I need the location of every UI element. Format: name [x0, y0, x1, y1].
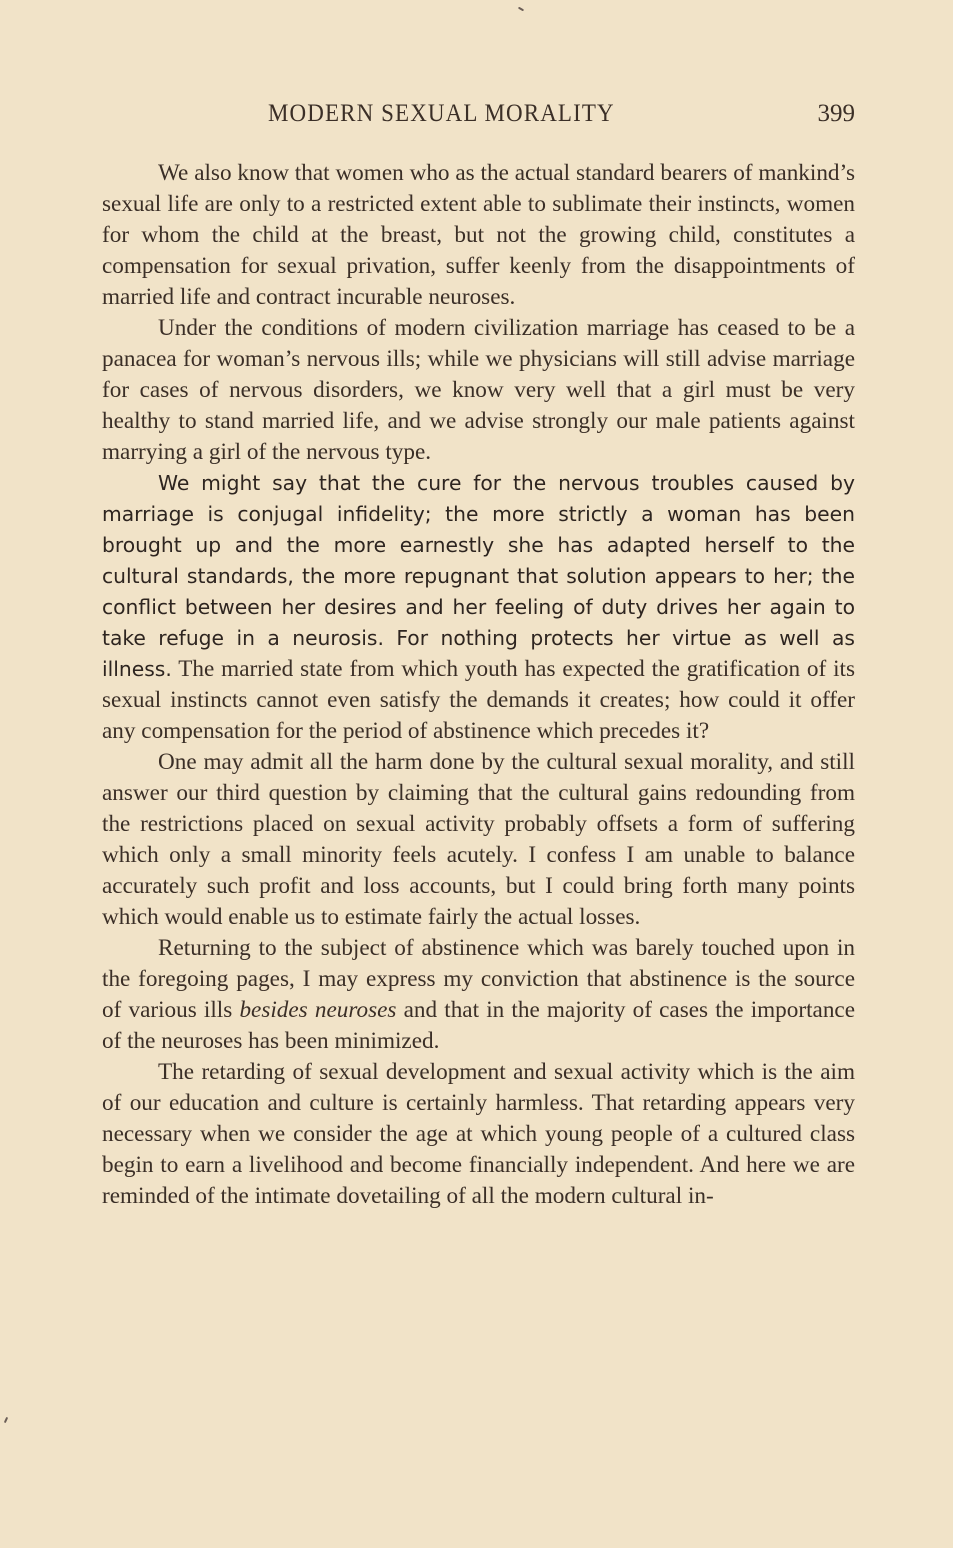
text-run: Returning to the subject of abstinence which was barely touched upon in the foregoing pages, I may express my conviction that abstinence is the source of various ills: [102, 935, 855, 1023]
serif-text: The married state from which youth has expected the gratification of its sexual instincts cannot even satisfy the demands it creates; how could it offer any compensation for the period of abstinence which precedes it?: [102, 656, 855, 744]
paragraph: We also know that women who as the actual standard bearers of mankind’s sexual life are only to a restricted extent able to sublimate their instincts, women for whom the child at the breast, but not the growing child, constitutes a compensation for sexual privation, suffer keenly from the disappointments of married life and contract incurable neuroses.: [102, 160, 855, 310]
paragraph-mixed-type: [102, 468, 855, 747]
paragraph-with-emphasis: [102, 933, 855, 1057]
running-title: MODERN SEXUAL MORALITY: [268, 100, 615, 127]
running-head: [102, 100, 855, 132]
scan-speck: [4, 1417, 8, 1423]
paragraph: Under the conditions of modern civilization marriage has ceased to be a panacea for woman’s nervous ills; while we physicians will still advise marriage for cases of nervous disorders, we know very well that a girl must be very healthy to stand married life, and we advise strongly our male patients against marrying a girl of the nervous type.: [102, 315, 855, 465]
body-text: [102, 158, 855, 1212]
scan-speck: [518, 7, 524, 12]
page-number: 399: [817, 100, 855, 127]
paragraph: One may admit all the harm done by the cultural sexual morality, and still answer our third question by claiming that the cultural gains redounding from the restrictions placed on sexual activity probably offsets a form of suffering which only a small minority feels acutely. I confess I am unable to balance accurately such profit and loss accounts, but I could bring forth many points which would enable us to estimate fairly the actual losses.: [102, 749, 855, 930]
italic-emphasis: besides neuroses: [239, 997, 397, 1023]
paragraph: The retarding of sexual development and sexual activity which is the aim of our education and culture is certainly harmless. That retarding appears very necessary when we consider the age at which young people of a cultured class begin to earn a livelihood and become financially independent. And here we are reminded of the intimate dovetailing of all the modern cultural in-: [102, 1059, 855, 1209]
text-run: and that in the majority of cases the importance of the neuroses has been minimized.: [102, 997, 855, 1054]
inserted-sans-text: We might say that the cure for the nervous troubles caused by marriage is conjugal infidelity; the more strictly a woman has been brought up and the more earnestly she has adapted herself to the cultural standards, the more repugnant that solution appears to her; the conflict between her desires and her feeling of duty drives her again to take refuge in a neurosis. For nothing protects her virtue as well as illness.: [102, 471, 855, 681]
